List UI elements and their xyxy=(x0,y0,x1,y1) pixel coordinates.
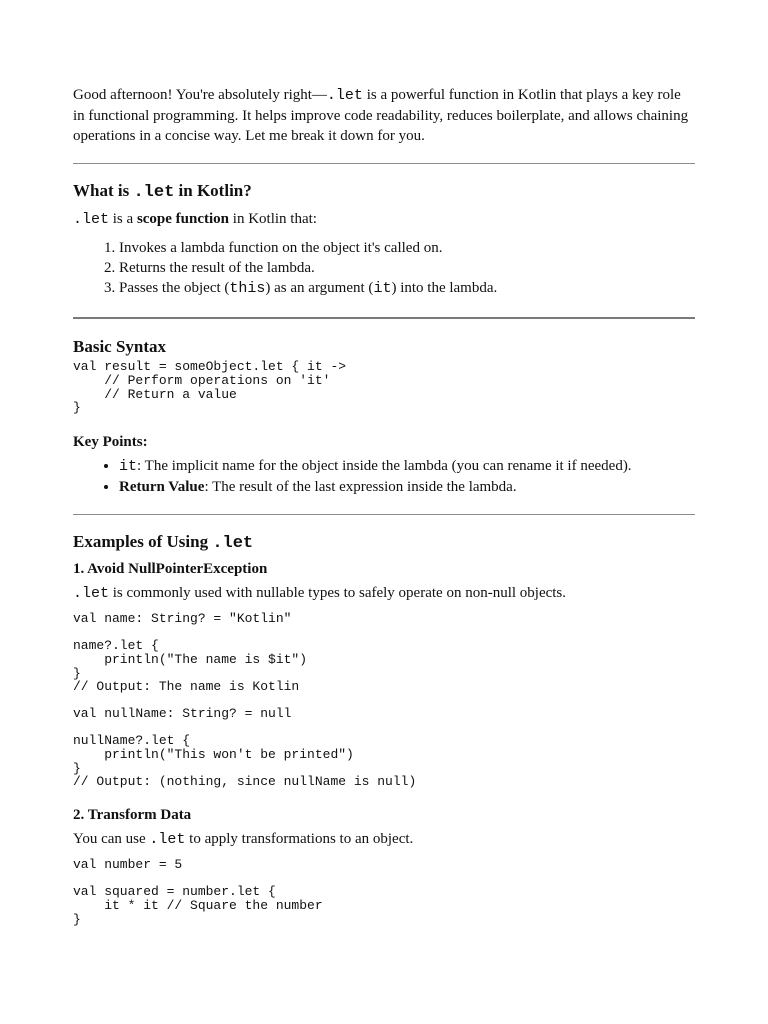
key-points-list xyxy=(73,456,695,497)
heading-examples xyxy=(73,531,695,555)
key-points-label: Key Points: xyxy=(73,434,148,451)
example-1-description xyxy=(73,583,695,604)
section-divider xyxy=(73,317,695,319)
code-block-example-1a: val name: String? = "Kotlin" xyxy=(73,611,292,627)
heading-what-is-let xyxy=(73,180,695,204)
heading-code: .let xyxy=(212,534,254,554)
bold-text: Return Value xyxy=(119,479,205,496)
heading-text: What is xyxy=(73,181,134,200)
code-block-syntax: val result = someObject.let { it -> // Perform operations on 'it' // Return a value } xyxy=(73,359,347,416)
heading-text: in Kotlin? xyxy=(174,181,252,200)
text: is a xyxy=(109,211,137,227)
text: You can use xyxy=(73,831,150,848)
section-divider xyxy=(73,514,695,515)
heading-basic-syntax: Basic Syntax xyxy=(73,337,167,356)
list-item-text: Invokes a lambda function on the object it's called on. xyxy=(119,240,443,256)
list-item xyxy=(119,456,695,477)
code-block-example-1b: name?.let { println("The name is $it") } // Output: The name is Kotlin xyxy=(73,637,308,695)
text: is commonly used with nullable types to safely operate on non-null objects. xyxy=(109,585,567,602)
heading-text: Examples of Using xyxy=(73,532,213,552)
intro-text-pre: Good afternoon! You're absolutely right— xyxy=(73,87,327,103)
list-item-text: Passes the object ( xyxy=(119,280,230,296)
code-block-example-2b: val squared = number.let { it * it // Square the number } xyxy=(73,883,323,927)
inline-code: this xyxy=(229,280,266,297)
list-item xyxy=(119,477,695,497)
what-list xyxy=(73,238,695,299)
heading-code: .let xyxy=(133,183,175,202)
section-divider xyxy=(73,163,695,164)
text: in Kotlin that: xyxy=(229,211,317,227)
what-description xyxy=(73,209,695,230)
list-item-text: : The result of the last expression inside the lambda. xyxy=(204,479,517,496)
text: to apply transformations to an object. xyxy=(185,831,414,848)
list-item-text: ) into the lambda. xyxy=(391,280,498,296)
list-item xyxy=(119,238,695,258)
list-item xyxy=(119,278,695,299)
list-item xyxy=(119,258,695,278)
inline-code: it xyxy=(119,458,138,476)
code-block-example-2a: val number = 5 xyxy=(73,857,183,873)
example-2-description xyxy=(73,829,695,850)
intro-text-post: is a powerful function in Kotlin that plays a key role in functional programming. It helps improve code readability, reduces boilerplate, and allows chaining operations in a concise way. Let me break it down for you. xyxy=(73,87,689,144)
example-2-title: 2. Transform Data xyxy=(73,807,192,824)
inline-code: .let xyxy=(73,585,110,603)
list-item-text: Returns the result of the lambda. xyxy=(119,260,315,276)
inline-code: it xyxy=(373,280,392,297)
document-body xyxy=(73,85,695,926)
list-item-text: : The implicit name for the object inside the lambda (you can rename it if needed). xyxy=(137,458,632,475)
inline-code: .let xyxy=(73,211,110,228)
code-block-example-1c: val nullName: String? = null xyxy=(73,706,292,722)
intro-paragraph xyxy=(73,85,695,146)
list-item-text: ) as an argument ( xyxy=(265,280,374,296)
intro-inline-code: .let xyxy=(326,87,363,104)
code-block-example-1d: nullName?.let { println("This won't be printed") } // Output: (nothing, since nullName is null) xyxy=(73,732,417,790)
bold-text: scope function xyxy=(136,211,230,227)
example-1-title: 1. Avoid NullPointerException xyxy=(73,561,268,578)
inline-code: .let xyxy=(149,831,186,849)
